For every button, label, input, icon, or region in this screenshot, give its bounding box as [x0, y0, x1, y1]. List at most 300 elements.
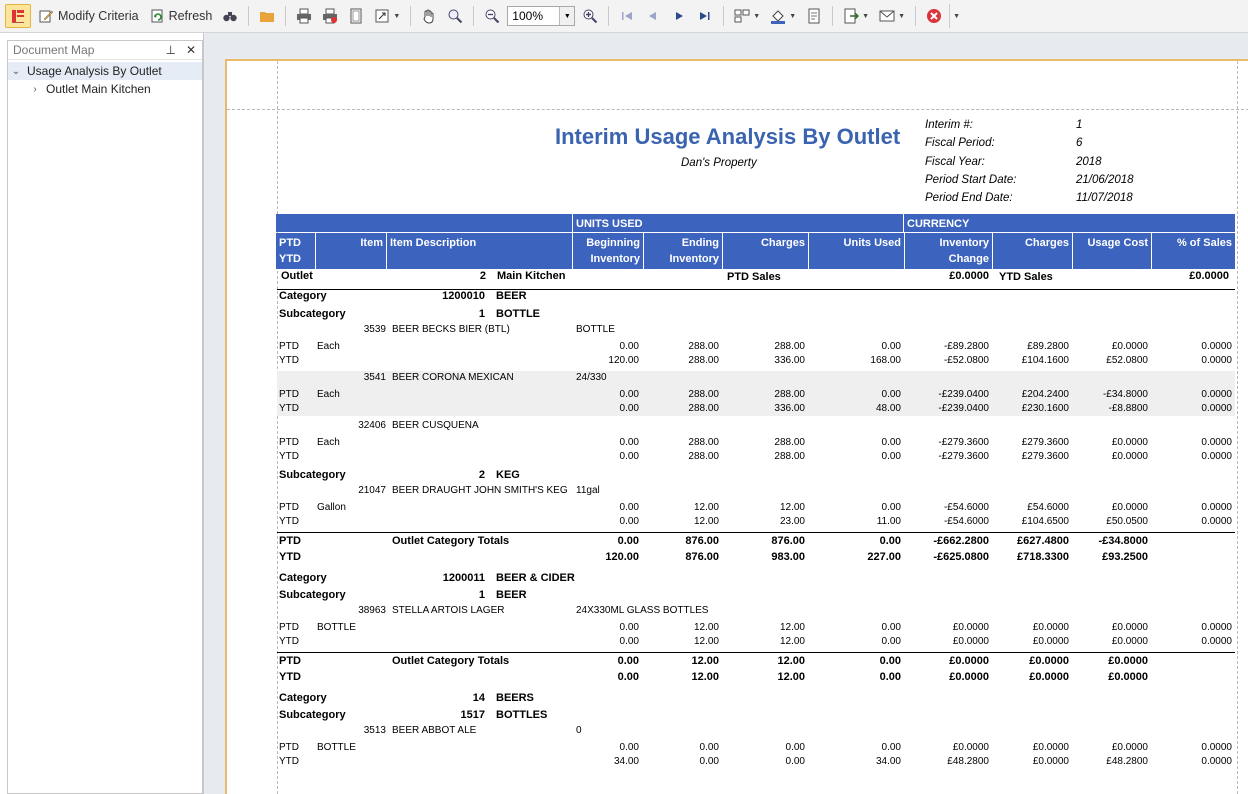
first-page-button[interactable]: [616, 4, 638, 28]
binoculars-icon: [222, 8, 238, 24]
pct-sales-header: % of Sales: [1176, 237, 1232, 249]
ytd-value: £279.3600: [1021, 451, 1069, 462]
usage-cost-header: Usage Cost: [1073, 233, 1152, 269]
totals-ptd-value: £0.0000: [949, 655, 989, 667]
totals-ytd-value: £93.2500: [1102, 551, 1148, 563]
column-header-row: [276, 233, 1235, 269]
ytd-value: 0.00: [699, 756, 719, 767]
totals-ytd-value: 12.00: [777, 671, 805, 683]
ytd-sales-value: £0.0000: [1189, 270, 1229, 282]
toolbar-separator: [608, 6, 609, 26]
scale-icon: [374, 8, 390, 24]
ytd-value: £230.1600: [1021, 403, 1069, 414]
item-description: BEER BECKS BIER (BTL): [392, 324, 510, 335]
header-line: Beginning: [586, 237, 640, 249]
totals-ytd-value: £0.0000: [1108, 671, 1148, 683]
ptd-ytd-header: [276, 233, 316, 269]
zoom-select[interactable]: [507, 6, 575, 26]
ytd-label: YTD: [279, 355, 299, 366]
info-value: 1: [1076, 119, 1083, 131]
send-email-button[interactable]: [876, 4, 908, 28]
info-value: 11/07/2018: [1076, 192, 1133, 205]
item-pack: 24/330: [576, 372, 607, 383]
panel-controls: [165, 43, 196, 57]
background-color-button[interactable]: [767, 4, 799, 28]
ytd-label: YTD: [279, 403, 299, 414]
units-used-header: UNITS USED: [573, 214, 904, 232]
ytd-label: YTD: [279, 636, 299, 647]
ytd-value: 12.00: [779, 636, 805, 647]
ytd-value: 34.00: [875, 756, 901, 767]
ptd-value: 0.00: [881, 437, 901, 448]
ptd-value: £204.2400: [1021, 389, 1069, 400]
document-map-icon: [10, 8, 26, 24]
printer-icon: [296, 8, 312, 24]
envelope-icon: [879, 8, 895, 24]
rule-line: [277, 652, 1235, 653]
ytd-value: 48.00: [875, 403, 901, 414]
ptd-value: -£54.6000: [943, 502, 989, 513]
ytd-value: 0.0000: [1201, 403, 1232, 414]
export-icon: [843, 8, 859, 24]
property-name: Dan's Property: [681, 157, 757, 169]
ptd-value: £54.6000: [1027, 502, 1069, 513]
modify-criteria-button[interactable]: [35, 4, 142, 28]
category-label: Category: [279, 692, 327, 704]
ytd-value: 34.00: [613, 756, 639, 767]
hand-icon: [421, 8, 437, 24]
open-button[interactable]: [256, 4, 278, 28]
info-value: 21/06/2018: [1076, 173, 1134, 186]
refresh-button[interactable]: [146, 4, 216, 28]
last-page-button[interactable]: [694, 4, 716, 28]
ytd-value: 0.00: [881, 451, 901, 462]
info-label: Fiscal Year:: [925, 155, 985, 168]
ptd-value: 0.00: [699, 742, 719, 753]
ptd-value: 0.00: [619, 437, 639, 448]
unit-of-measure: Gallon: [317, 502, 346, 513]
totals-ytd-value: 983.00: [771, 551, 805, 563]
chevron-down-icon: ▼: [393, 12, 401, 20]
item-number: 3513: [363, 725, 386, 736]
ptd-value: 0.00: [881, 389, 901, 400]
report-page: [225, 59, 1248, 794]
refresh-icon: [149, 8, 165, 24]
item-header: Item: [316, 233, 387, 269]
ytd-label: YTD: [279, 516, 299, 527]
ptd-header: PTD: [279, 237, 301, 249]
category-number: 1: [478, 308, 485, 320]
ptd-value: 0.0000: [1201, 742, 1232, 753]
ptd-value: £0.0000: [1111, 502, 1148, 513]
ptd-value: -£279.3600: [938, 437, 989, 448]
ptd-value: 0.00: [881, 341, 901, 352]
ytd-value: 336.00: [774, 403, 805, 414]
ptd-label: PTD: [279, 341, 299, 352]
document-map-title: Document Map: [13, 43, 95, 57]
category-name: BOTTLE: [496, 308, 540, 320]
ptd-value: 0.0000: [1201, 437, 1232, 448]
ptd-value: 0.0000: [1201, 502, 1232, 513]
totals-ptd-value: £627.4800: [1017, 535, 1069, 547]
rule-line: [277, 532, 1235, 533]
chevron-right-icon[interactable]: ›: [33, 83, 37, 95]
ytd-value: 12.00: [693, 636, 719, 647]
ptd-value: 12.00: [779, 622, 805, 633]
totals-ytd-value: -£625.0800: [933, 551, 989, 563]
category-label: Category: [279, 290, 327, 302]
category-name: BEER: [496, 589, 527, 601]
ptd-label: PTD: [279, 389, 299, 400]
totals-label: Outlet Category Totals: [392, 655, 510, 667]
ytd-value: £52.0800: [1106, 355, 1148, 366]
ptd-value: £0.0000: [1111, 437, 1148, 448]
category-number: 1: [478, 589, 485, 601]
totals-ytd-value: £0.0000: [949, 671, 989, 683]
ytd-label: YTD: [279, 451, 299, 462]
beginning-inventory-header: [573, 233, 644, 269]
ytd-value: 0.0000: [1201, 451, 1232, 462]
ptd-value: 288.00: [688, 341, 719, 352]
ptd-value: 0.00: [619, 341, 639, 352]
outlet-number: 2: [479, 270, 486, 282]
outlet-name: Main Kitchen: [497, 270, 566, 282]
toolbar-separator: [473, 6, 474, 26]
totals-ytd-value: 0.00: [617, 671, 639, 683]
ytd-value: 0.00: [785, 756, 805, 767]
document-map-header: [8, 41, 202, 60]
item-description: BEER CORONA MEXICAN: [392, 372, 514, 383]
multiple-pages-button[interactable]: [731, 4, 763, 28]
totals-ptd-value: -£662.2800: [933, 535, 989, 547]
ptd-value: £0.0000: [1111, 742, 1148, 753]
multiple-pages-icon: [734, 8, 750, 24]
toolbar-separator: [832, 6, 833, 26]
header-cell: [276, 214, 573, 232]
pin-icon[interactable]: ⊥: [165, 43, 176, 57]
toolbar-separator: [248, 6, 249, 26]
ytd-value: 0.00: [619, 636, 639, 647]
item-description: BEER DRAUGHT JOHN SMITH'S KEG: [392, 485, 568, 496]
group-header-row: [276, 214, 1235, 232]
ytd-value: 168.00: [870, 355, 901, 366]
ytd-value: 288.00: [688, 355, 719, 366]
tree-node-outlet[interactable]: [8, 80, 202, 98]
totals-ptd-value: £0.0000: [1108, 655, 1148, 667]
ytd-value: -£8.8800: [1108, 403, 1148, 414]
close-icon: [926, 8, 942, 24]
category-name: BEERS: [496, 692, 534, 704]
ptd-value: 288.00: [688, 389, 719, 400]
unit-of-measure: Each: [317, 341, 340, 352]
ytd-value: 0.00: [619, 403, 639, 414]
header-line: Inventory: [590, 253, 640, 265]
header-line: Ending: [681, 237, 719, 249]
ytd-value: 0.0000: [1201, 516, 1232, 527]
item-description: STELLA ARTOIS LAGER: [392, 605, 505, 616]
hand-tool-button[interactable]: [418, 4, 440, 28]
ptd-value: 0.0000: [1201, 341, 1232, 352]
ptd-value: 0.00: [881, 502, 901, 513]
ytd-header: YTD: [279, 253, 301, 265]
export-button[interactable]: [840, 4, 872, 28]
ytd-value: -£239.0400: [938, 403, 989, 414]
ytd-value: £0.0000: [1111, 636, 1148, 647]
toolbar-separator: [285, 6, 286, 26]
totals-ytd-value: 0.00: [879, 671, 901, 683]
totals-ytd-value: 120.00: [605, 551, 639, 563]
paint-bucket-icon: [770, 8, 786, 24]
document-map-panel: [7, 40, 203, 794]
ytd-value: 12.00: [693, 516, 719, 527]
category-name: BEER: [496, 290, 527, 302]
category-number: 1200011: [442, 572, 485, 584]
zoom-out-button[interactable]: [481, 4, 503, 28]
totals-ptd-value: -£34.8000: [1098, 535, 1148, 547]
totals-ytd-label: YTD: [279, 551, 301, 563]
ytd-value: 288.00: [774, 451, 805, 462]
ptd-label: PTD: [279, 437, 299, 448]
ptd-value: £279.3600: [1021, 437, 1069, 448]
ptd-value: 0.0000: [1201, 389, 1232, 400]
ytd-value: £0.0000: [1111, 451, 1148, 462]
ytd-value: -£279.3600: [938, 451, 989, 462]
margin-guide: [277, 61, 278, 794]
close-preview-button[interactable]: [923, 4, 945, 28]
item-pack: BOTTLE: [576, 324, 615, 335]
item-pack: 11gal: [576, 485, 600, 496]
next-page-button[interactable]: [668, 4, 690, 28]
previous-page-button[interactable]: [642, 4, 664, 28]
chevron-down-icon[interactable]: ▼: [559, 7, 574, 25]
category-label: Category: [279, 572, 327, 584]
ytd-value: 0.0000: [1201, 756, 1232, 767]
page-setup-button[interactable]: [345, 4, 367, 28]
ytd-value: 0.00: [619, 451, 639, 462]
ptd-value: -£34.8000: [1102, 389, 1148, 400]
edit-icon: [38, 8, 54, 24]
toolbar-separator: [915, 6, 916, 26]
category-number: 1517: [460, 709, 485, 721]
ytd-value: 11.00: [876, 516, 901, 527]
ptd-value: 0.00: [619, 622, 639, 633]
chevron-down-icon: ▼: [898, 12, 906, 20]
category-name: BOTTLES: [496, 709, 548, 721]
margin-guide: [227, 109, 1248, 110]
ytd-value: 23.00: [779, 516, 805, 527]
find-button[interactable]: [219, 4, 241, 28]
info-label: Interim #:: [925, 119, 973, 131]
ytd-value: 0.00: [881, 636, 901, 647]
modify-criteria-label: Modify Criteria: [58, 9, 139, 23]
document-map-toggle-button[interactable]: [5, 4, 31, 28]
ptd-value: 288.00: [774, 341, 805, 352]
unit-of-measure: Each: [317, 437, 340, 448]
ytd-value: £0.0000: [952, 636, 989, 647]
item-number: 38963: [358, 605, 386, 616]
category-number: 14: [472, 692, 485, 704]
tree-node-label: Outlet Main Kitchen: [46, 82, 151, 96]
ptd-label: PTD: [279, 502, 299, 513]
unit-of-measure: Each: [317, 389, 340, 400]
magnifier-button[interactable]: [444, 4, 466, 28]
watermark-button[interactable]: [803, 4, 825, 28]
ytd-value: £104.1600: [1021, 355, 1069, 366]
ptd-value: -£89.2800: [943, 341, 989, 352]
ytd-value: £48.2800: [947, 756, 989, 767]
zoom-in-button[interactable]: [579, 4, 601, 28]
ptd-value: £0.0000: [952, 622, 989, 633]
totals-ytd-value: 227.00: [867, 551, 901, 563]
unit-of-measure: BOTTLE: [317, 622, 356, 633]
ptd-value: 0.00: [785, 742, 805, 753]
category-name: BEER & CIDER: [496, 572, 575, 584]
ptd-value: 12.00: [693, 622, 719, 633]
totals-ptd-label: PTD: [279, 655, 301, 667]
ptd-value: £0.0000: [1032, 742, 1069, 753]
ptd-sales-label: PTD Sales: [727, 271, 781, 283]
item-description: BEER CUSQUENA: [392, 420, 479, 431]
totals-ptd-value: £0.0000: [1029, 655, 1069, 667]
category-name: KEG: [496, 469, 520, 481]
folder-icon: [259, 8, 275, 24]
units-used-col-header: Units Used: [809, 233, 905, 269]
previous-page-icon: [645, 8, 661, 24]
ytd-value: £50.0500: [1106, 516, 1148, 527]
ptd-value: 288.00: [774, 389, 805, 400]
currency-charges-header: Charges: [993, 233, 1073, 269]
ytd-sales-label: YTD Sales: [999, 271, 1053, 283]
first-page-icon: [619, 8, 635, 24]
ptd-label: PTD: [279, 622, 299, 633]
header-line: Inventory: [669, 253, 719, 265]
ptd-value: 0.00: [619, 742, 639, 753]
margin-guide: [1237, 61, 1238, 794]
ptd-label: PTD: [279, 742, 299, 753]
ytd-value: £48.2800: [1106, 756, 1148, 767]
ptd-value: 0.00: [619, 502, 639, 513]
category-label: Subcategory: [279, 589, 346, 601]
ptd-value: 0.0000: [1201, 622, 1232, 633]
close-icon[interactable]: ✕: [185, 43, 196, 57]
totals-ptd-value: 0.00: [617, 535, 639, 547]
report-viewer[interactable]: [203, 33, 1248, 794]
currency-header: CURRENCY: [907, 218, 970, 230]
totals-ptd-value: 0.00: [879, 535, 901, 547]
refresh-label: Refresh: [168, 9, 213, 23]
item-number: 32406: [358, 420, 386, 431]
totals-ptd-value: 0.00: [879, 655, 901, 667]
quick-print-button[interactable]: [319, 4, 341, 28]
ptd-sales-value: £0.0000: [949, 270, 989, 282]
quick-print-icon: [322, 8, 338, 24]
scale-button[interactable]: [371, 4, 403, 28]
chevron-down-icon: ▼: [753, 12, 761, 20]
item-pack: 24X330ML GLASS BOTTLES: [576, 605, 709, 616]
ytd-value: £104.6500: [1021, 516, 1069, 527]
toolbar: [0, 0, 1248, 33]
totals-ytd-value: £718.3300: [1017, 551, 1069, 563]
item-pack: 0: [576, 725, 582, 736]
report-title: Interim Usage Analysis By Outlet: [555, 124, 901, 149]
totals-ptd-value: 12.00: [777, 655, 805, 667]
chevron-down-icon[interactable]: ⌄: [11, 65, 21, 77]
info-label: Fiscal Period:: [925, 137, 995, 150]
totals-ptd-value: 876.00: [771, 535, 805, 547]
ytd-value: -£54.6000: [943, 516, 989, 527]
ptd-value: £0.0000: [1032, 622, 1069, 633]
ytd-value: 0.0000: [1201, 355, 1232, 366]
ytd-value: 0.00: [619, 516, 639, 527]
toolbar-separator: [410, 6, 411, 26]
category-number: 2: [478, 469, 485, 481]
outlet-label: Outlet: [281, 270, 313, 282]
category-number: 1200010: [442, 290, 485, 302]
totals-ytd-value: 12.00: [691, 671, 719, 683]
charges-header: Charges: [723, 233, 809, 269]
watermark-icon: [806, 8, 822, 24]
item-number: 21047: [358, 485, 386, 496]
ptd-value: 0.00: [619, 389, 639, 400]
zoom-in-icon: [582, 8, 598, 24]
info-label: Period End Date:: [925, 192, 1013, 205]
ptd-value: £0.0000: [1111, 341, 1148, 352]
ytd-label: YTD: [279, 756, 299, 767]
tree-node-label: Usage Analysis By Outlet: [27, 64, 162, 78]
ptd-value: £89.2800: [1027, 341, 1069, 352]
item-description-header: Item Description: [387, 233, 573, 269]
ytd-value: 336.00: [774, 355, 805, 366]
totals-ytd-label: YTD: [279, 671, 301, 683]
toolbar-options-button[interactable]: [949, 4, 963, 28]
ytd-value: £0.0000: [1032, 756, 1069, 767]
chevron-down-icon: ▼: [953, 12, 961, 20]
print-button[interactable]: [293, 4, 315, 28]
totals-ptd-value: 876.00: [685, 535, 719, 547]
ytd-value: 0.0000: [1201, 636, 1232, 647]
item-number: 3541: [363, 372, 386, 383]
ptd-value: 0.00: [881, 742, 901, 753]
totals-ptd-label: PTD: [279, 535, 301, 547]
ytd-value: £0.0000: [1032, 636, 1069, 647]
ytd-value: 288.00: [688, 451, 719, 462]
item-number: 3539: [363, 324, 386, 335]
zoom-out-icon: [484, 8, 500, 24]
chevron-down-icon: ▼: [789, 12, 797, 20]
totals-label: Outlet Category Totals: [392, 535, 510, 547]
zoom-value: 100%: [512, 9, 543, 23]
toolbar-separator: [723, 6, 724, 26]
category-label: Subcategory: [279, 469, 346, 481]
ptd-value: -£239.0400: [938, 389, 989, 400]
ytd-value: -£52.0800: [943, 355, 989, 366]
tree-node-root[interactable]: [8, 62, 202, 80]
info-value: 2018: [1076, 155, 1102, 168]
rule-line: [277, 289, 1235, 290]
totals-ptd-value: 0.00: [617, 655, 639, 667]
ptd-value: 12.00: [693, 502, 719, 513]
ending-inventory-header: [644, 233, 723, 269]
ptd-value: £0.0000: [952, 742, 989, 753]
ptd-value: £0.0000: [1111, 622, 1148, 633]
chevron-down-icon: ▼: [862, 12, 870, 20]
category-label: Subcategory: [279, 308, 346, 320]
ptd-value: 0.00: [881, 622, 901, 633]
ytd-value: 288.00: [688, 403, 719, 414]
document-map-tree: [8, 60, 202, 98]
ptd-value: 288.00: [774, 437, 805, 448]
category-label: Subcategory: [279, 709, 346, 721]
